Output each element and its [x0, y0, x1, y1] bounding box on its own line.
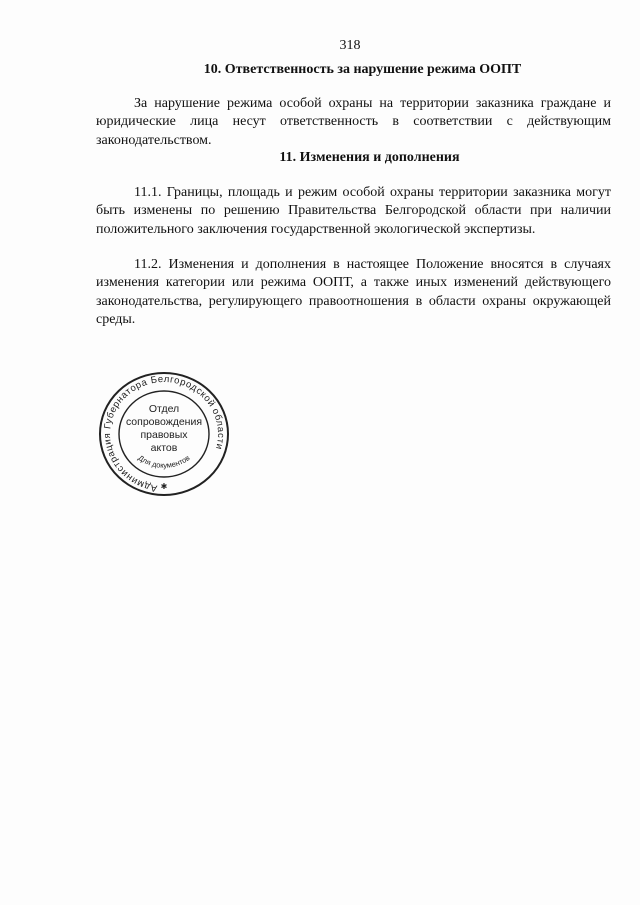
paragraph-responsibility: За нарушение режима особой охраны на территории заказника граждане и юридические лица несут ответственность в соответствии с действующим законодательством. [96, 96, 611, 148]
stamp-center-text [126, 403, 202, 454]
stamp-line-3: правовых [140, 429, 188, 441]
stamp-line-1: Отдел [148, 403, 180, 415]
stamp-ring-text: Администрация Губернатора Белгородской области [101, 373, 227, 494]
section-heading-responsibility: 10. Ответственность за нарушение режима ООПТ [203, 62, 522, 77]
stamp-line-4: актов [150, 442, 178, 454]
stamp-star-icon: ✱ [160, 482, 168, 491]
stamp-graphic [94, 368, 234, 498]
stamp-line-2: сопровождения [125, 416, 203, 428]
paragraph-11-1: 11.1. Границы, площадь и режим особой охраны территории заказника могут быть изменены по решению Правительства Белгородской области при наличии положительного заключения государственной экологической экспертизы. [96, 185, 611, 237]
section-heading-changes: 11. Изменения и дополнения [279, 150, 460, 165]
stamp-bottom-text: Для документов [136, 453, 192, 470]
paragraph-11-2: 11.2. Изменения и дополнения в настоящее Положение вносятся в случаях изменения категории или режима ООПТ, а также иных изменений действующего законодательства, регулирующего правоотношения в области охраны окружающей среды. [96, 257, 611, 327]
official-stamp [94, 368, 234, 498]
page-number: 318 [339, 38, 361, 53]
